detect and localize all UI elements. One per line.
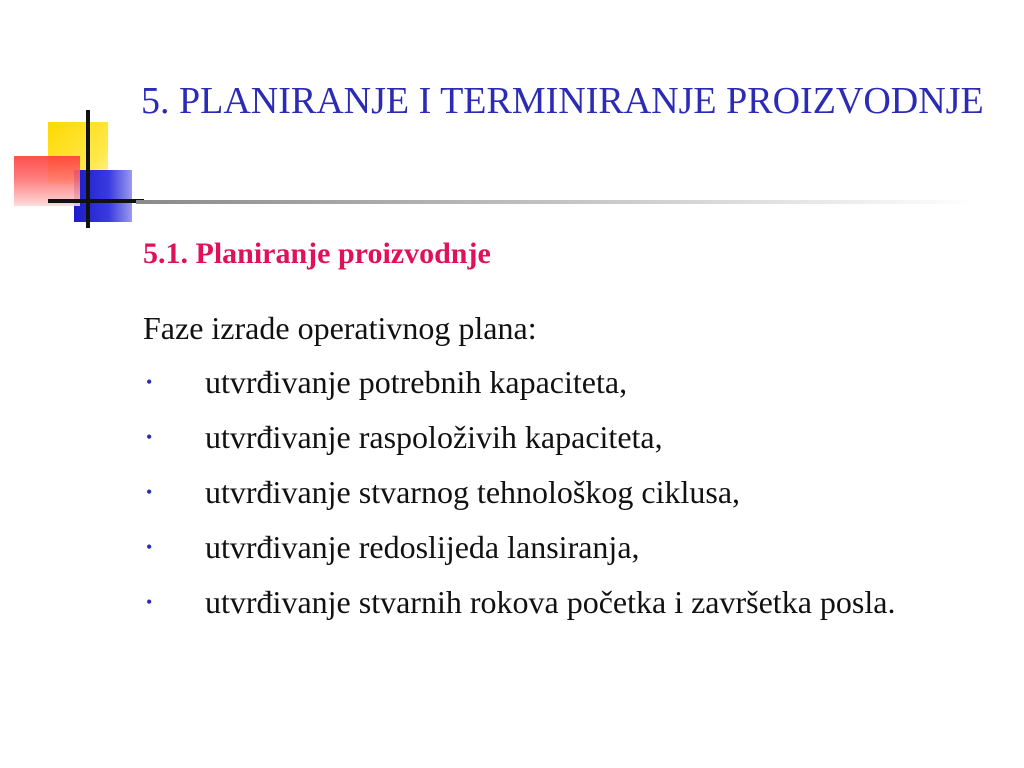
bullet-dot-icon: • <box>146 482 153 502</box>
bullet-text: utvrđivanje stvarnih rokova početka i završetka posla. <box>205 584 896 620</box>
bullet-dot-icon: • <box>146 592 153 612</box>
bullet-item <box>143 362 983 402</box>
bullet-dot-icon: • <box>146 537 153 557</box>
slide-title: 5. PLANIRANJE I TERMINIRANJE PROIZVODNJE <box>141 80 984 122</box>
blue-square-decoration <box>74 170 132 222</box>
bullet-item <box>143 527 983 567</box>
bullet-text: utvrđivanje redoslijeda lansiranja, <box>205 529 640 565</box>
section-heading: 5.1. Planiranje proizvodnje <box>143 237 491 270</box>
bullet-text: utvrđivanje potrebnih kapaciteta, <box>205 364 628 400</box>
bullet-dot-icon: • <box>146 427 153 447</box>
title-underline <box>136 200 976 204</box>
bullet-list <box>143 362 983 637</box>
bullet-item <box>143 472 983 512</box>
bullet-dot-icon: • <box>146 372 153 392</box>
bullet-text: utvrđivanje stvarnog tehnološkog ciklusa, <box>205 474 741 510</box>
intro-text: Faze izrade operativnog plana: <box>143 310 537 346</box>
horizontal-line-decoration <box>48 199 144 203</box>
bullet-text: utvrđivanje raspoloživih kapaciteta, <box>205 419 663 455</box>
bullet-item <box>143 582 983 622</box>
vertical-line-decoration <box>86 110 90 228</box>
bullet-item <box>143 417 983 457</box>
